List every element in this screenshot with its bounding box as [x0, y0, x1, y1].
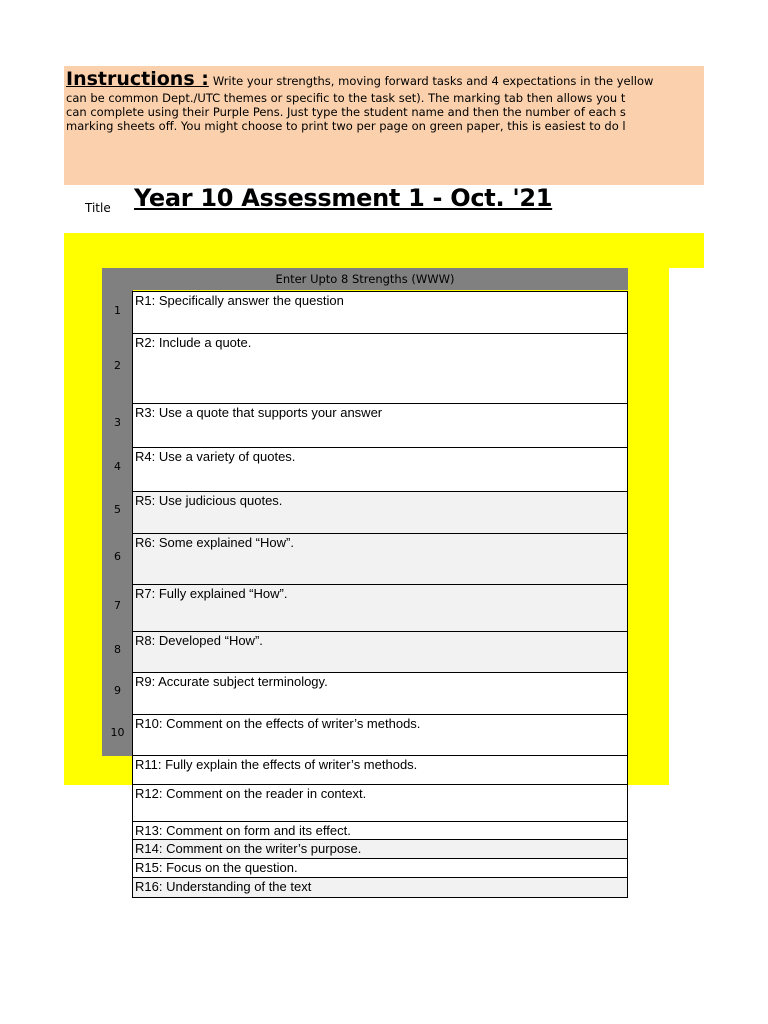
row-number: 2 — [114, 359, 121, 372]
row-number: 5 — [114, 503, 121, 516]
instructions-line-1: Write your strengths, moving forward tasks and 4 expectations in the yellow — [212, 74, 654, 88]
instructions-panel — [64, 66, 704, 185]
strength-row-r13[interactable]: R13: Comment on form and its effect. — [132, 821, 628, 840]
strength-row-r1[interactable]: R1: Specifically answer the question — [132, 291, 628, 334]
yellow-band — [64, 233, 704, 268]
strength-row-r3[interactable]: R3: Use a quote that supports your answer — [132, 403, 628, 448]
row-number: 9 — [114, 684, 121, 697]
row-number: 7 — [114, 599, 121, 612]
row-number: 3 — [114, 416, 121, 429]
title-label: Title — [85, 201, 111, 215]
strength-row-r12[interactable]: R12: Comment on the reader in context. — [132, 784, 628, 822]
instructions-line-3: can complete using their Purple Pens. Just type the student name and then the number of each s — [66, 105, 626, 119]
instructions-first-line — [66, 68, 653, 92]
instructions-line-2: can be common Dept./UTC themes or specific to the task set). The marking tab then allows you t — [66, 91, 626, 105]
row-number: 8 — [114, 643, 121, 656]
strength-row-r2[interactable]: R2: Include a quote. — [132, 333, 628, 404]
strength-row-r6[interactable]: R6: Some explained “How”. — [132, 533, 628, 585]
strength-row-r5[interactable]: R5: Use judicious quotes. — [132, 491, 628, 534]
row-number: 10 — [110, 726, 125, 739]
strength-row-r8[interactable]: R8: Developed “How”. — [132, 631, 628, 673]
strength-row-r9[interactable]: R9: Accurate subject terminology. — [132, 672, 628, 715]
assessment-title[interactable]: Year 10 Assessment 1 - Oct. '21 — [134, 184, 553, 212]
strength-row-r4[interactable]: R4: Use a variety of quotes. — [132, 447, 628, 492]
strength-row-r7[interactable]: R7: Fully explained “How”. — [132, 584, 628, 632]
row-number: 4 — [114, 460, 121, 473]
row-number: 6 — [114, 550, 121, 563]
strength-row-r16[interactable]: R16: Understanding of the text — [132, 877, 628, 898]
strength-row-r15[interactable]: R15: Focus on the question. — [132, 858, 628, 878]
strengths-header: Enter Upto 8 Strengths (WWW) — [102, 268, 628, 290]
strength-row-r11[interactable]: R11: Fully explain the effects of writer’s methods. — [132, 755, 628, 785]
instructions-line-4: marking sheets off. You might choose to print two per page on green paper, this is easiest to do l — [66, 119, 626, 133]
strength-row-r10[interactable]: R10: Comment on the effects of writer’s methods. — [132, 714, 628, 756]
row-number: 1 — [114, 304, 121, 317]
instructions-heading: Instructions : — [66, 68, 209, 90]
strength-row-r14[interactable]: R14: Comment on the writer’s purpose. — [132, 839, 628, 859]
